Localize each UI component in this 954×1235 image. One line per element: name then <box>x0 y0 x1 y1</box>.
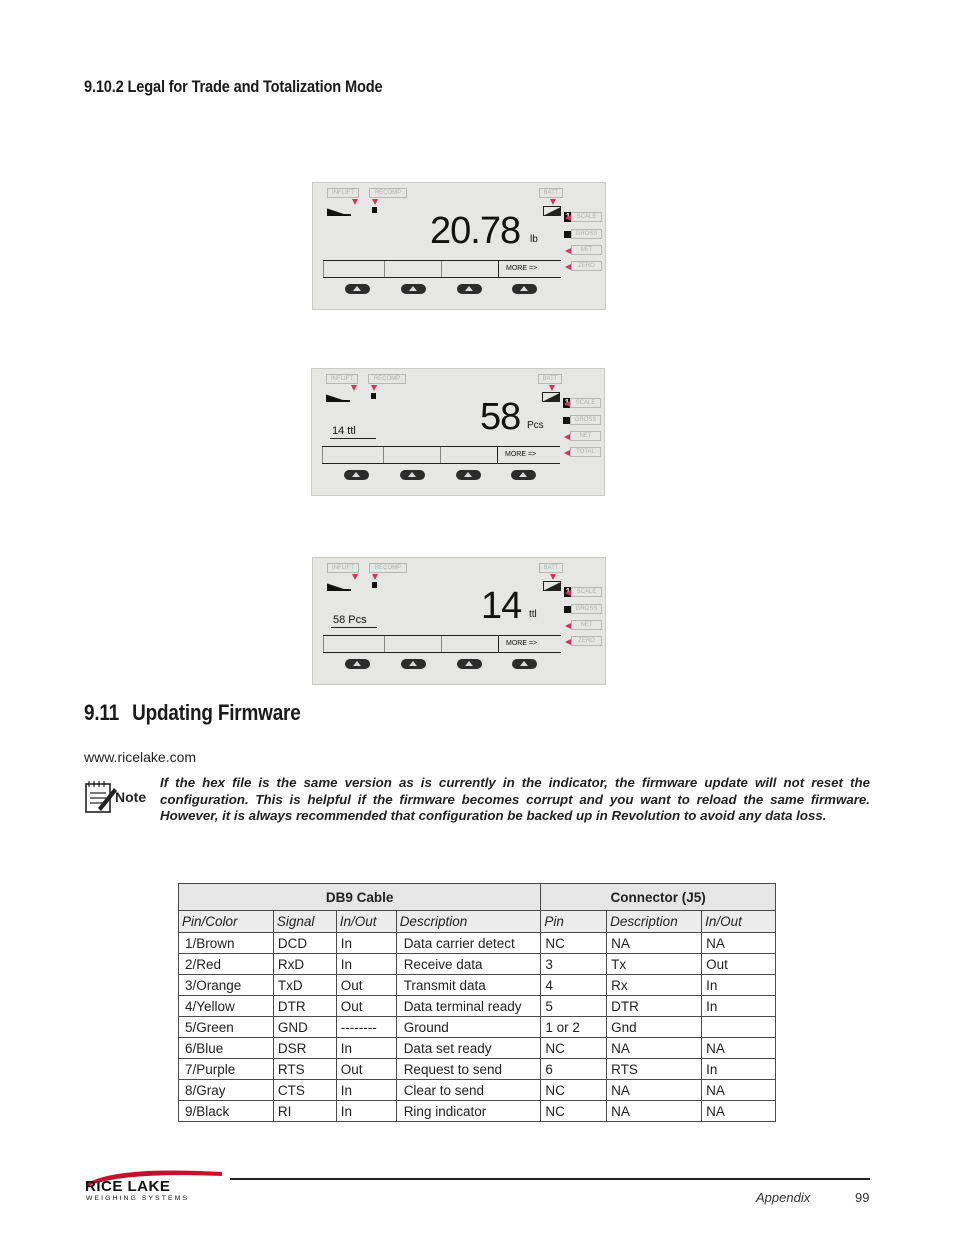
softkey-label-slot <box>323 261 384 277</box>
annunciator-label: GROSS <box>571 604 602 614</box>
down-arrow-icon <box>549 385 555 391</box>
table-row <box>179 1017 776 1038</box>
table-row <box>179 1080 776 1101</box>
main-weight-value: 58 <box>480 396 521 438</box>
table-cell: DTR <box>273 996 336 1017</box>
softkey-label-bar <box>322 446 560 464</box>
table-cell: 6 <box>541 1059 607 1080</box>
section-number: 9.11 <box>84 700 120 725</box>
main-unit: Pcs <box>527 420 544 431</box>
table-cell: NC <box>541 1038 607 1059</box>
secondary-value: 14 ttl <box>330 424 376 439</box>
more-softkey-label: MORE => <box>498 636 537 652</box>
table-cell: Data carrier detect <box>396 933 541 954</box>
table-cell: Out <box>702 954 776 975</box>
softkey-label-slot <box>384 636 441 652</box>
range-indicator-icon <box>327 583 351 591</box>
table-cell: RTS <box>273 1059 336 1080</box>
table-row <box>179 933 776 954</box>
softkey-up-icon <box>512 284 537 294</box>
softkey-up-icon <box>457 659 482 669</box>
down-arrow-icon <box>352 199 358 205</box>
table-cell: Ground <box>396 1017 541 1038</box>
recomp-indicator <box>372 582 377 588</box>
annunciator-label: TOTAL <box>570 447 601 457</box>
table-cell: In <box>336 1101 396 1122</box>
battery-icon <box>543 206 561 216</box>
table-cell: DTR <box>607 996 702 1017</box>
footer-rule <box>230 1178 870 1180</box>
logo-sub-text: WEIGHING SYSTEMS <box>86 1195 190 1202</box>
table-row <box>179 975 776 996</box>
table-cell: NA <box>607 933 702 954</box>
table-cell: Receive data <box>396 954 541 975</box>
section-heading <box>84 700 301 726</box>
table-cell: DCD <box>273 933 336 954</box>
softkey-label-slot <box>441 261 498 277</box>
table-cell: In <box>336 1080 396 1101</box>
main-weight-value: 20.78 <box>430 210 521 252</box>
table-row <box>179 996 776 1017</box>
table-cell: Clear to send <box>396 1080 541 1101</box>
recomp-indicator <box>371 393 376 399</box>
table-cell: 3 <box>541 954 607 975</box>
table-cell: 7/Purple <box>179 1059 274 1080</box>
annunciator-label: SCALE <box>570 398 601 408</box>
down-arrow-icon <box>371 385 377 391</box>
recomp-label: RECOMP <box>368 374 406 384</box>
down-arrow-icon <box>550 199 556 205</box>
softkey-up-icon <box>344 470 369 480</box>
down-arrow-icon <box>351 385 357 391</box>
table-cell: Data terminal ready <box>396 996 541 1017</box>
table-cell: NC <box>541 1101 607 1122</box>
lcd-display-count <box>311 368 605 496</box>
annunciator-label: SCALE <box>571 212 602 222</box>
table-cell: 5 <box>541 996 607 1017</box>
section-title: Updating Firmware <box>132 700 301 725</box>
table-cell: Out <box>336 1059 396 1080</box>
gross-indicator <box>564 606 571 613</box>
table-cell: NA <box>607 1101 702 1122</box>
range-badge: 1 <box>565 212 571 221</box>
range-badge: 1 <box>564 398 570 407</box>
logo-main-text: RICE LAKE <box>85 1178 171 1195</box>
table-cell: In <box>702 996 776 1017</box>
table-cell: 6/Blue <box>179 1038 274 1059</box>
range-indicator-icon <box>327 208 351 216</box>
softkey-label-bar <box>323 260 561 278</box>
softkey-up-icon <box>401 659 426 669</box>
table-cell: NA <box>702 933 776 954</box>
softkey-up-icon <box>400 470 425 480</box>
secondary-value: 58 Pcs <box>331 613 377 628</box>
table-row <box>179 1059 776 1080</box>
table-cell: NC <box>541 1080 607 1101</box>
recomp-label: RECOMP <box>369 563 407 573</box>
website-link[interactable]: www.ricelake.com <box>84 749 197 765</box>
softkey-label-slot <box>440 447 497 463</box>
column-header: Description <box>607 911 702 933</box>
annunciator-label: ZERO <box>571 636 602 646</box>
table-cell: 5/Green <box>179 1017 274 1038</box>
annunciator-label: SCALE <box>571 587 602 597</box>
gross-indicator <box>563 417 570 424</box>
down-arrow-icon <box>352 574 358 580</box>
annunciator-label: NET <box>570 431 601 441</box>
softkey-up-icon <box>456 470 481 480</box>
table-cell: NC <box>541 933 607 954</box>
table-row <box>179 1038 776 1059</box>
table-cell: RI <box>273 1101 336 1122</box>
table-cell: In <box>336 933 396 954</box>
range-indicator-icon <box>326 394 350 402</box>
softkey-label-slot <box>322 447 383 463</box>
inflift-label: INFLIFT <box>327 563 359 573</box>
table-cell: 2/Red <box>179 954 274 975</box>
softkey-up-icon <box>457 284 482 294</box>
lcd-display-total <box>312 557 606 685</box>
softkey-label-slot <box>323 636 384 652</box>
table-cell: 9/Black <box>179 1101 274 1122</box>
annunciator-label: NET <box>571 245 602 255</box>
note-label: Note <box>115 789 147 805</box>
main-unit: ttl <box>529 609 537 620</box>
recomp-indicator <box>372 207 377 213</box>
table-cell: 1/Brown <box>179 933 274 954</box>
notepad-icon <box>84 778 154 818</box>
table-cell: NA <box>702 1101 776 1122</box>
battery-icon <box>543 581 561 591</box>
column-header-row <box>179 911 776 933</box>
table-cell: 8/Gray <box>179 1080 274 1101</box>
table-cell: Ring indicator <box>396 1101 541 1122</box>
table-cell: NA <box>607 1080 702 1101</box>
table-cell: Out <box>336 996 396 1017</box>
recomp-label: RECOMP <box>369 188 407 198</box>
softkey-up-icon <box>345 659 370 669</box>
down-arrow-icon <box>372 199 378 205</box>
more-softkey-label: MORE => <box>498 261 537 277</box>
table-cell: RxD <box>273 954 336 975</box>
table-cell: RTS <box>607 1059 702 1080</box>
softkey-label-slot <box>383 447 440 463</box>
batt-label: BATT <box>539 188 563 198</box>
down-arrow-icon <box>550 574 556 580</box>
table-cell: In <box>336 1038 396 1059</box>
table-cell: In <box>702 975 776 996</box>
softkey-up-icon <box>345 284 370 294</box>
table-cell: 3/Orange <box>179 975 274 996</box>
softkey-label-slot <box>384 261 441 277</box>
table-cell: In <box>702 1059 776 1080</box>
column-header: In/Out <box>336 911 396 933</box>
column-header: Description <box>396 911 541 933</box>
annunciator-label: NET <box>571 620 602 630</box>
table-cell: 4/Yellow <box>179 996 274 1017</box>
table-row <box>179 954 776 975</box>
batt-label: BATT <box>539 563 563 573</box>
table-cell: -------- <box>336 1017 396 1038</box>
group-header-connector: Connector (J5) <box>541 884 776 911</box>
table-row <box>179 1101 776 1122</box>
table-cell: TxD <box>273 975 336 996</box>
table-cell: 1 or 2 <box>541 1017 607 1038</box>
table-cell: Request to send <box>396 1059 541 1080</box>
annunciator-label: ZERO <box>571 261 602 271</box>
inflift-label: INFLIFT <box>326 374 358 384</box>
annunciator-label: GROSS <box>570 415 601 425</box>
table-cell: NA <box>702 1080 776 1101</box>
group-header-db9: DB9 Cable <box>179 884 541 911</box>
table-cell: NA <box>702 1038 776 1059</box>
table-cell: Gnd <box>607 1017 702 1038</box>
table-cell: Rx <box>607 975 702 996</box>
note-text: If the hex file is the same version as is currently in the indicator, the firmware update will not reset the configuration. This is helpful if the firmware becomes corrupt and you want to reload the same firmware. However, it is always recommended that configuration be backed up in Revolution to avoid any data loss. <box>160 775 870 823</box>
softkey-up-icon <box>511 470 536 480</box>
battery-icon <box>542 392 560 402</box>
range-badge: 1 <box>565 587 571 596</box>
table-cell: NA <box>607 1038 702 1059</box>
table-cell <box>702 1017 776 1038</box>
down-arrow-icon <box>372 574 378 580</box>
footer-section: Appendix <box>756 1190 811 1205</box>
column-header: In/Out <box>702 911 776 933</box>
main-unit: lb <box>530 234 538 245</box>
more-softkey-label: MORE => <box>497 447 536 463</box>
subsection-heading: 9.10.2 Legal for Trade and Totalization Mode <box>84 77 383 96</box>
table-cell: 4 <box>541 975 607 996</box>
table-cell: Out <box>336 975 396 996</box>
column-header: Signal <box>273 911 336 933</box>
column-header: Pin/Color <box>179 911 274 933</box>
table-cell: GND <box>273 1017 336 1038</box>
softkey-up-icon <box>512 659 537 669</box>
softkey-label-slot <box>441 636 498 652</box>
main-weight-value: 14 <box>481 585 522 627</box>
table-cell: In <box>336 954 396 975</box>
table-cell: Transmit data <box>396 975 541 996</box>
inflift-label: INFLIFT <box>327 188 359 198</box>
column-header: Pin <box>541 911 607 933</box>
table-cell: Tx <box>607 954 702 975</box>
table-cell: CTS <box>273 1080 336 1101</box>
table-body <box>179 933 776 1122</box>
db9-pinout-table <box>178 883 776 1122</box>
table-cell: Data set ready <box>396 1038 541 1059</box>
gross-indicator <box>564 231 571 238</box>
batt-label: BATT <box>538 374 562 384</box>
lcd-display-weight <box>312 182 606 310</box>
annunciator-label: GROSS <box>571 229 602 239</box>
footer-page-number: 99 <box>855 1190 870 1205</box>
softkey-label-bar <box>323 635 561 653</box>
table-cell: DSR <box>273 1038 336 1059</box>
softkey-up-icon <box>401 284 426 294</box>
rice-lake-logo <box>84 1164 224 1204</box>
